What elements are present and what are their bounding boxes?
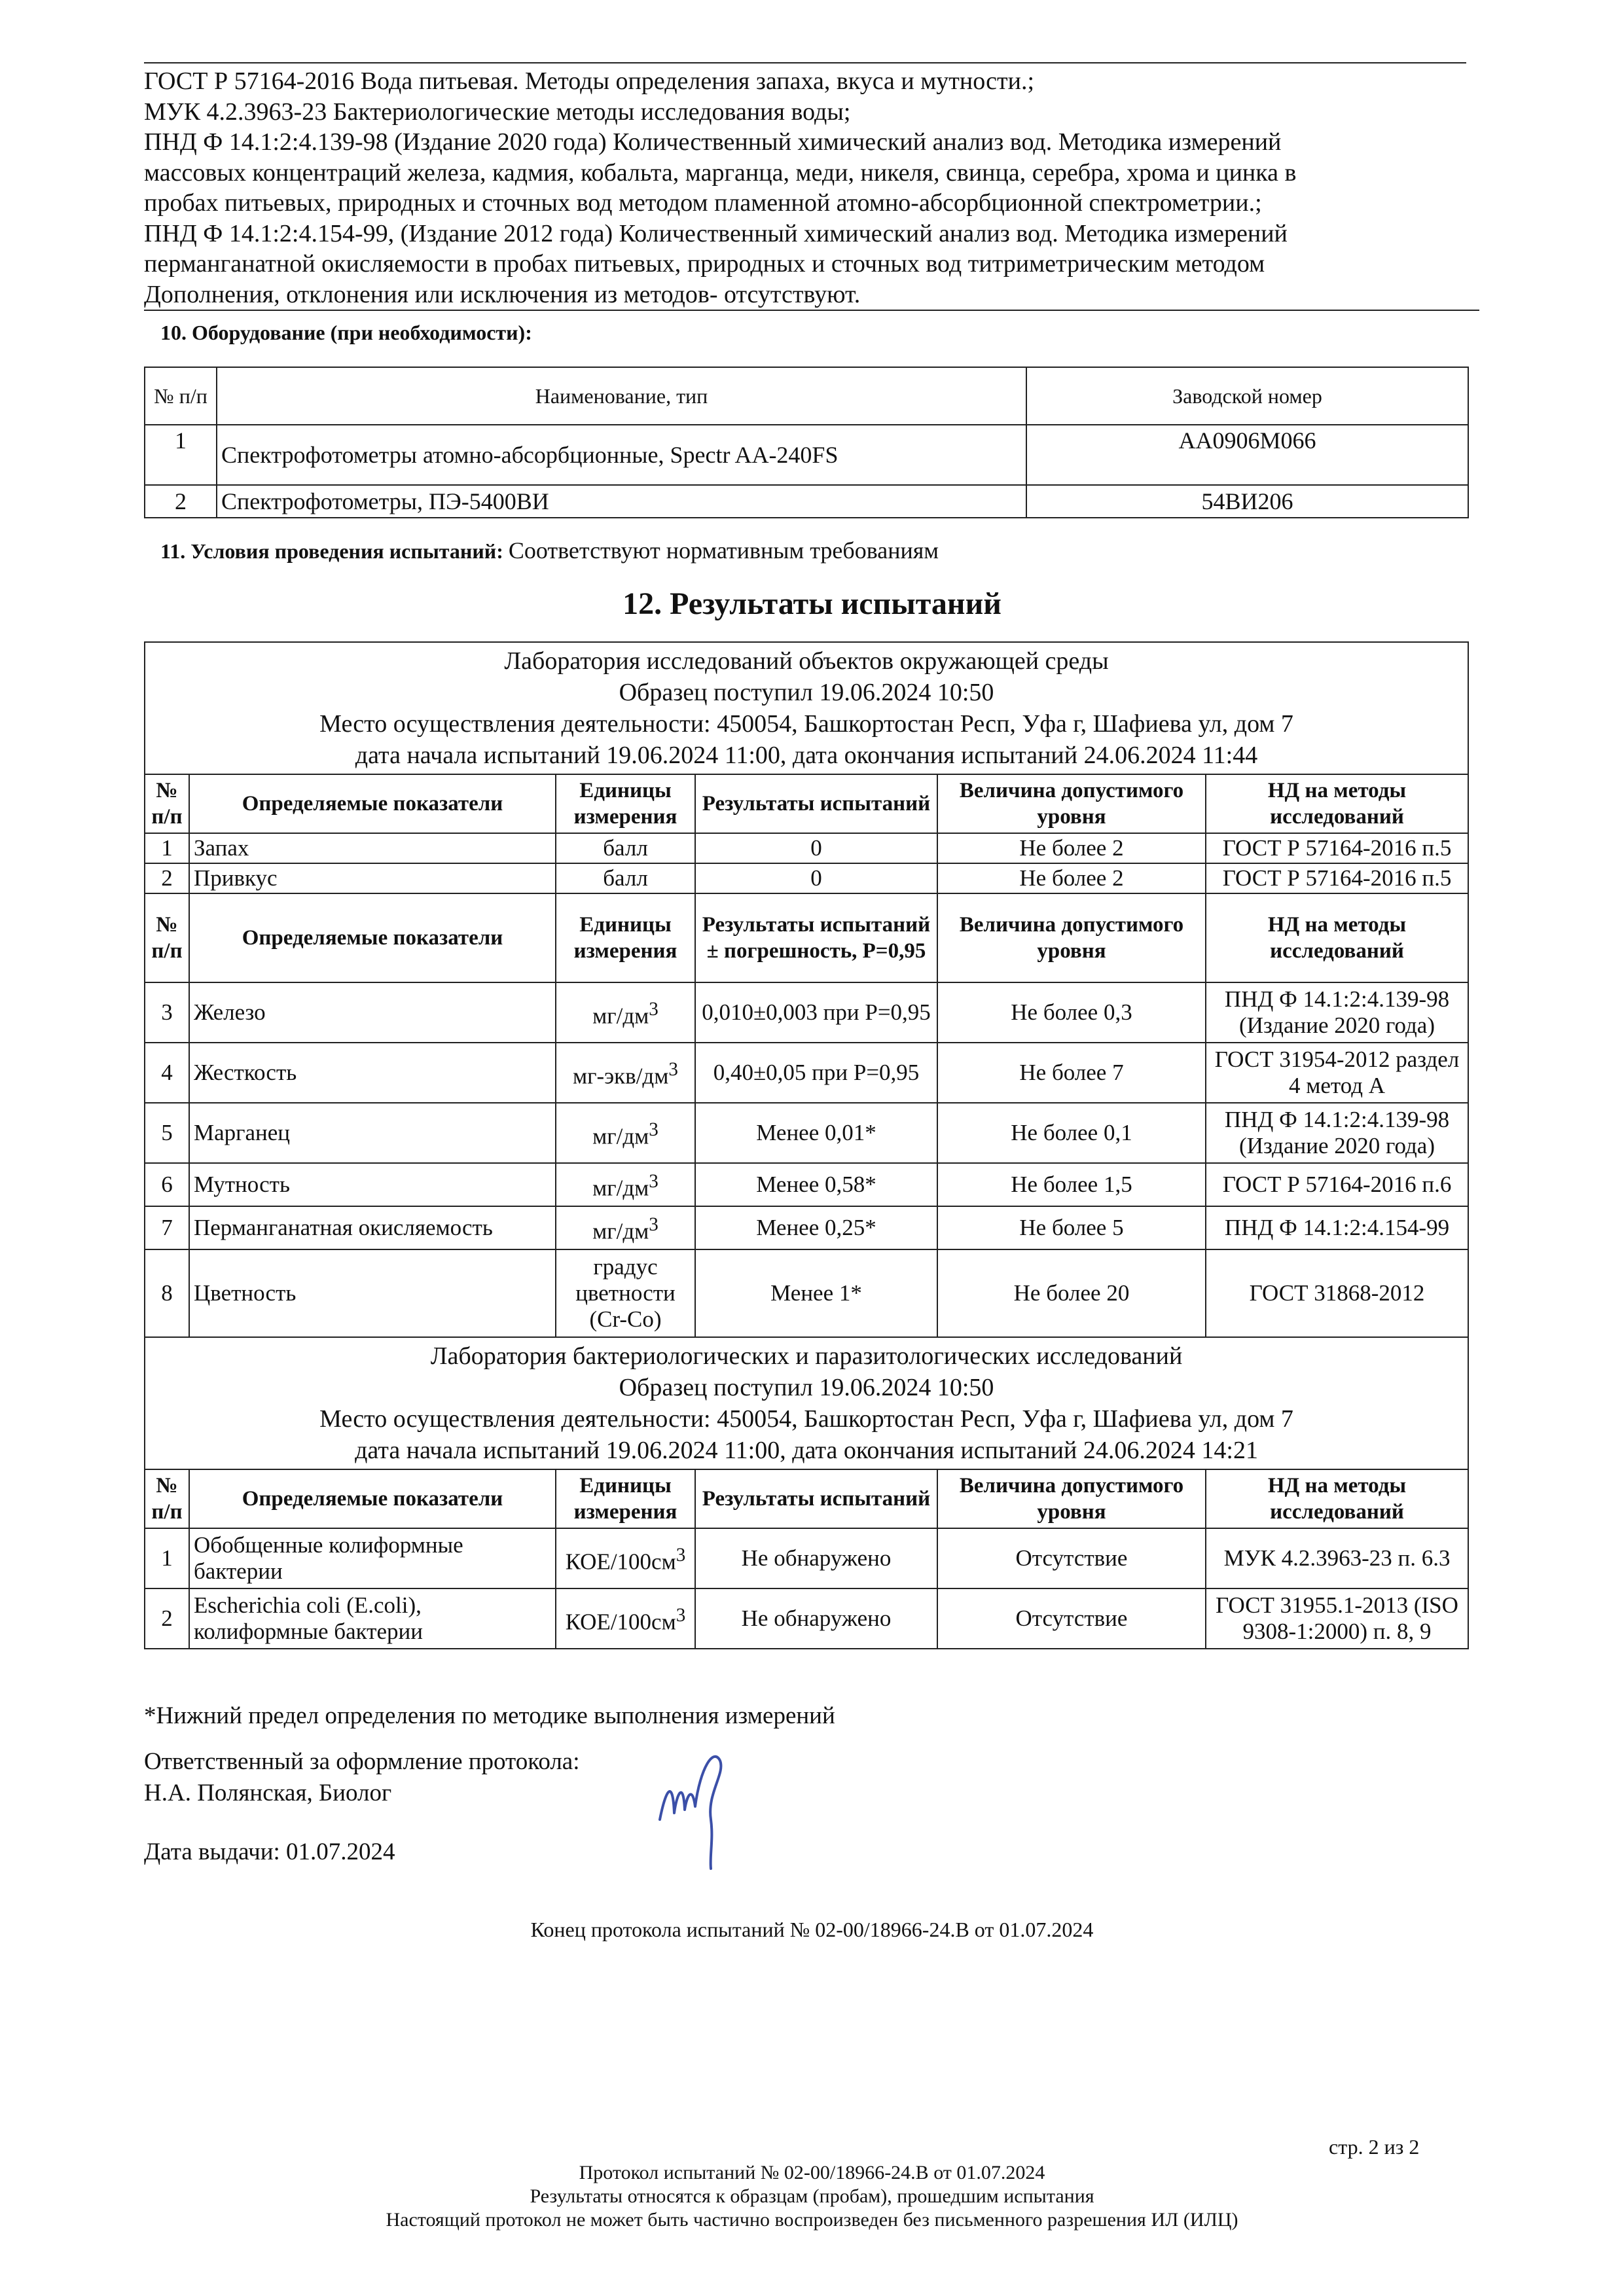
cell-indicator: Цветность (189, 1249, 556, 1337)
test-dates: дата начала испытаний 19.06.2024 11:00, дата окончания испытаний 24.06.2024 11:44 (355, 742, 1258, 769)
cell-method: ГОСТ Р 57164-2016 п.5 (1206, 863, 1468, 893)
methods-list (144, 62, 1466, 311)
cell-serial: АА0906М066 (1026, 425, 1468, 485)
unit-text: мг/дм (592, 1123, 649, 1149)
col-header-number: № п/п (145, 893, 189, 982)
responsible-label: Ответственный за оформление протокола: (144, 1748, 580, 1775)
cell-method: ПНД Ф 14.1:2:4.139-98 (Издание 2020 года) (1206, 1103, 1468, 1163)
col-header-method: НД на методы исследований (1206, 893, 1468, 982)
cell-indicator: Мутность (189, 1163, 556, 1206)
cell-limit: Не более 20 (937, 1249, 1206, 1337)
cell-limit: Не более 2 (937, 833, 1206, 863)
cell-result: 0,40±0,05 при P=0,95 (695, 1043, 937, 1103)
col-header-result: Результаты испытаний ± погрешность, P=0,95 (695, 893, 937, 982)
cell-method: ПНД Ф 14.1:2:4.154-99 (1206, 1206, 1468, 1249)
cell-number: 5 (145, 1103, 189, 1163)
cell-number: 2 (145, 1588, 189, 1649)
cell-result: Менее 0,58* (695, 1163, 937, 1206)
signature-image (655, 1741, 746, 1872)
lab-name: Лаборатория исследований объектов окружающей среды (504, 647, 1109, 675)
activity-place: Место осуществления деятельности: 450054, Башкортостан Респ, Уфа г, Шафиева ул, дом 7 (319, 1405, 1293, 1433)
col-header-unit: Единицы измерения (556, 893, 695, 982)
cell-method: ГОСТ Р 57164-2016 п.6 (1206, 1163, 1468, 1206)
col-header-limit: Величина допустимого уровня (937, 893, 1206, 982)
cell-number: 8 (145, 1249, 189, 1337)
cell-unit: балл (556, 833, 695, 863)
cell-number: 1 (145, 1528, 189, 1588)
col-header-indicator: Определяемые показатели (189, 893, 556, 982)
section-11 (160, 537, 939, 564)
col-header-unit: Единицы измерения (556, 774, 695, 833)
cell-result: Менее 0,25* (695, 1206, 937, 1249)
methods-line: массовых концентраций железа, кадмия, кобальта, марганца, меди, никеля, свинца, серебра, хрома и цинка в (144, 158, 1297, 187)
table-row (145, 1163, 1468, 1206)
cell-indicator: Escherichia coli (E.coli), колиформные бактерии (189, 1588, 556, 1649)
table-row (145, 1206, 1468, 1249)
methods-line: перманганатной окисляемости в пробах питьевых, природных и сточных вод титриметрическим методом (144, 250, 1265, 278)
cell-name: Спектрофотометры атомно-абсорбционные, Spectr AA-240FS (217, 425, 1026, 485)
table-row (145, 1528, 1468, 1588)
cell-result: Менее 1* (695, 1249, 937, 1337)
table-header-row (145, 893, 1468, 982)
cell-indicator: Привкус (189, 863, 556, 893)
cell-limit: Не более 5 (937, 1206, 1206, 1249)
page-number: стр. 2 из 2 (1329, 2135, 1420, 2159)
col-header-limit: Величина допустимого уровня (937, 774, 1206, 833)
cell-serial: 54ВИ206 (1026, 485, 1468, 518)
unit-text: мг/дм (592, 1003, 649, 1029)
responsible-name: Н.А. Полянская, Биолог (144, 1780, 392, 1806)
methods-line: пробах питьевых, природных и сточных вод методом пламенной атомно-абсорбционной спектрометрии.; (144, 189, 1262, 217)
cell-indicator: Жесткость (189, 1043, 556, 1103)
table-row (145, 425, 1468, 485)
cell-unit: градус цветности (Cr-Co) (556, 1249, 695, 1337)
footer-line: Настоящий протокол не может быть частично воспроизведен без письменного разрешения ИЛ (ИЛЦ) (386, 2209, 1238, 2231)
table-row (145, 833, 1468, 863)
section-11-label: 11. Условия проведения испытаний: (160, 539, 503, 563)
cell-method: ГОСТ 31955.1-2013 (ISO 9308-1:2000) п. 8, 9 (1206, 1588, 1468, 1649)
cell-result: 0,010±0,003 при P=0,95 (695, 982, 937, 1043)
col-header-number: № п/п (145, 1469, 189, 1528)
section-12-title: 12. Результаты испытаний (623, 586, 1001, 621)
cell-number: 1 (145, 425, 217, 485)
test-dates: дата начала испытаний 19.06.2024 11:00, дата окончания испытаний 24.06.2024 14:21 (355, 1437, 1258, 1464)
col-header-number: № п/п (145, 367, 217, 425)
cell-result: Не обнаружено (695, 1588, 937, 1649)
unit-exponent: 3 (676, 1544, 686, 1566)
table-row (145, 1043, 1468, 1103)
methods-line: МУК 4.2.3963-23 Бактериологические методы исследования воды; (144, 98, 851, 126)
unit-exponent: 3 (649, 1170, 659, 1192)
col-header-limit: Величина допустимого уровня (937, 1469, 1206, 1528)
methods-line: ГОСТ Р 57164-2016 Вода питьевая. Методы определения запаха, вкуса и мутности.; (144, 67, 1035, 95)
table-row (145, 1588, 1468, 1649)
cell-method: ГОСТ 31868-2012 (1206, 1249, 1468, 1337)
activity-place: Место осуществления деятельности: 450054, Башкортостан Респ, Уфа г, Шафиева ул, дом 7 (319, 710, 1293, 738)
equipment-table (144, 367, 1469, 518)
unit-exponent: 3 (649, 1119, 659, 1140)
issue-date: Дата выдачи: 01.07.2024 (144, 1839, 395, 1865)
cell-result: Менее 0,01* (695, 1103, 937, 1163)
sample-received: Образец поступил 19.06.2024 10:50 (619, 679, 994, 706)
col-header-serial: Заводской номер (1026, 367, 1468, 425)
cell-unit (556, 1043, 695, 1103)
cell-limit: Отсутствие (937, 1588, 1206, 1649)
cell-limit: Не более 0,3 (937, 982, 1206, 1043)
methods-line: ПНД Ф 14.1:2:4.139-98 (Издание 2020 года) Количественный химический анализ вод. Методика измерений (144, 128, 1282, 156)
cell-unit (556, 1588, 695, 1649)
cell-limit: Не более 0,1 (937, 1103, 1206, 1163)
cell-indicator: Марганец (189, 1103, 556, 1163)
footer (0, 2161, 1624, 2232)
cell-method: ГОСТ 31954-2012 раздел 4 метод А (1206, 1043, 1468, 1103)
col-header-indicator: Определяемые показатели (189, 774, 556, 833)
end-of-protocol: Конец протокола испытаний № 02-00/18966-24.В от 01.07.2024 (530, 1918, 1094, 1941)
cell-indicator: Железо (189, 982, 556, 1043)
unit-text: КОЕ/100см (565, 1609, 676, 1635)
cell-indicator: Перманганатная окисляемость (189, 1206, 556, 1249)
unit-text: мг/дм (592, 1175, 649, 1201)
results-table (144, 641, 1469, 1649)
lab-info (145, 1337, 1468, 1469)
footer-line: Протокол испытаний № 02-00/18966-24.В от 01.07.2024 (579, 2162, 1045, 2183)
col-header-method: НД на методы исследований (1206, 1469, 1468, 1528)
sample-received: Образец поступил 19.06.2024 10:50 (619, 1374, 994, 1401)
footnote: *Нижний предел определения по методике выполнения измерений (144, 1702, 835, 1729)
cell-number: 3 (145, 982, 189, 1043)
cell-method: ГОСТ Р 57164-2016 п.5 (1206, 833, 1468, 863)
cell-method: ПНД Ф 14.1:2:4.139-98 (Издание 2020 года) (1206, 982, 1468, 1043)
cell-limit: Не более 1,5 (937, 1163, 1206, 1206)
col-header-unit: Единицы измерения (556, 1469, 695, 1528)
col-header-result: Результаты испытаний (695, 1469, 937, 1528)
table-row (145, 1103, 1468, 1163)
section-11-value: Соответствуют нормативным требованиям (508, 537, 939, 564)
table-header-row (145, 1469, 1468, 1528)
cell-limit: Отсутствие (937, 1528, 1206, 1588)
lab-info (145, 642, 1468, 774)
methods-line: ПНД Ф 14.1:2:4.154-99, (Издание 2012 года) Количественный химический анализ вод. Методика измерений (144, 219, 1288, 247)
col-header-method: НД на методы исследований (1206, 774, 1468, 833)
cell-result: 0 (695, 833, 937, 863)
unit-exponent: 3 (649, 998, 659, 1020)
cell-number: 2 (145, 863, 189, 893)
col-header-name: Наименование, тип (217, 367, 1026, 425)
cell-number: 1 (145, 833, 189, 863)
cell-number: 4 (145, 1043, 189, 1103)
table-row (145, 1249, 1468, 1337)
cell-unit (556, 1206, 695, 1249)
footer-line: Результаты относятся к образцам (пробам), прошедшим испытания (530, 2185, 1094, 2207)
cell-limit: Не более 2 (937, 863, 1206, 893)
cell-indicator: Обобщенные колиформные бактерии (189, 1528, 556, 1588)
unit-text: мг/дм (592, 1218, 649, 1244)
table-header-row (145, 367, 1468, 425)
cell-unit (556, 1103, 695, 1163)
cell-method: МУК 4.2.3963-23 п. 6.3 (1206, 1528, 1468, 1588)
cell-unit (556, 1528, 695, 1588)
cell-unit: балл (556, 863, 695, 893)
section-10-title: 10. Оборудование (при необходимости): (160, 321, 532, 344)
lab-name: Лаборатория бактериологических и паразитологических исследований (430, 1342, 1183, 1370)
unit-exponent: 3 (668, 1058, 678, 1080)
cell-indicator: Запах (189, 833, 556, 863)
table-row (145, 982, 1468, 1043)
col-header-result: Результаты испытаний (695, 774, 937, 833)
lab-banner (145, 1337, 1468, 1469)
methods-line: Дополнения, отклонения или исключения из методов- отсутствуют. (144, 279, 1479, 312)
table-header-row (145, 774, 1468, 833)
cell-name: Спектрофотометры, ПЭ-5400ВИ (217, 485, 1026, 518)
cell-unit (556, 982, 695, 1043)
unit-text: мг-экв/дм (573, 1063, 669, 1089)
cell-limit: Не более 7 (937, 1043, 1206, 1103)
lab-banner (145, 642, 1468, 774)
table-row (145, 485, 1468, 518)
cell-number: 7 (145, 1206, 189, 1249)
col-header-number: № п/п (145, 774, 189, 833)
cell-result: Не обнаружено (695, 1528, 937, 1588)
table-row (145, 863, 1468, 893)
col-header-indicator: Определяемые показатели (189, 1469, 556, 1528)
cell-number: 2 (145, 485, 217, 518)
cell-number: 6 (145, 1163, 189, 1206)
cell-result: 0 (695, 863, 937, 893)
unit-text: КОЕ/100см (565, 1549, 676, 1575)
unit-exponent: 3 (649, 1213, 659, 1235)
unit-exponent: 3 (676, 1604, 686, 1626)
cell-unit (556, 1163, 695, 1206)
